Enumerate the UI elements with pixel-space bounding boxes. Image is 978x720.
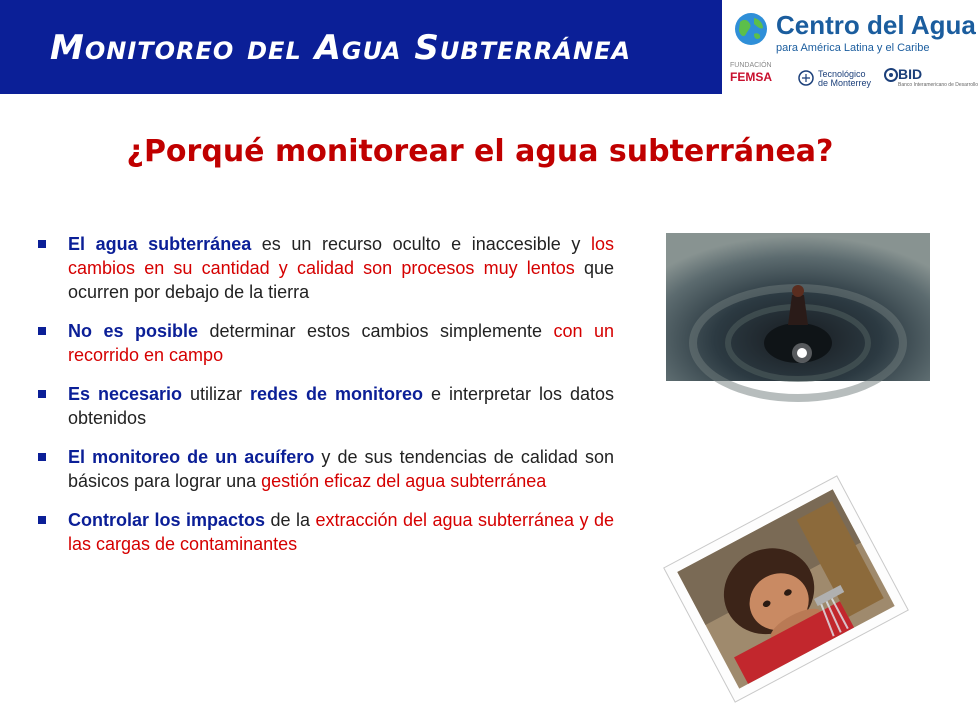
bullet-text-segment: Controlar los impactos (68, 510, 265, 530)
bullet-text-segment: de la (264, 510, 316, 530)
bullet-item (38, 232, 614, 304)
bullet-text-segment: utilizar (182, 384, 251, 404)
bullet-item (38, 508, 614, 556)
tec-line1: Tecnológico (818, 69, 866, 79)
bullet-text-segment: El agua subterránea (68, 234, 252, 254)
bullet-item (38, 319, 614, 367)
question-heading: ¿Porqué monitorear el agua subterránea? (126, 134, 834, 169)
femsa-logo: FEMSA (730, 70, 772, 84)
bullet-text-segment: con un recorrido en campo (68, 321, 615, 365)
bullet-text-segment: redes de monitoreo (250, 384, 423, 404)
bullet-text-segment: y de las cargas de contaminantes (68, 510, 614, 554)
well-photo (666, 233, 930, 381)
femsa-top-label: FUNDACIÓN (730, 62, 772, 69)
bullet-text-segment: No es posible (68, 321, 198, 341)
bullet-item (38, 445, 614, 493)
tec-line2: de Monterrey (818, 78, 872, 88)
bullet-text-segment: gestión eficaz del agua subterránea (261, 471, 547, 491)
bullet-square-icon (38, 327, 46, 335)
page-title: Monitoreo del Agua Subterránea (50, 28, 632, 68)
bullet-text-segment: e interpretar los datos obtenidos (68, 384, 614, 428)
bullet-square-icon (38, 516, 46, 524)
globe-icon (734, 12, 768, 46)
bullet-text-segment: El monitoreo de un acuífero (68, 447, 315, 467)
bullet-square-icon (38, 453, 46, 461)
bullet-square-icon (38, 240, 46, 248)
bullet-text-segment: Es necesario (68, 384, 183, 404)
logo-name: Centro del Agua (776, 10, 976, 40)
bullet-text-segment: los cambios en su cantidad y calidad son procesos muy lentos (68, 234, 614, 278)
tec-logo-icon (798, 70, 814, 86)
bullet-list (38, 232, 614, 571)
bid-logo: BID (898, 66, 923, 82)
bid-logo-icon (884, 68, 898, 82)
bid-subtitle: Banco Interamericano de Desarrollo (898, 82, 978, 88)
logo-subtitle: para América Latina y el Caribe (776, 42, 930, 54)
child-drinking-photo (668, 478, 904, 700)
bullet-item (38, 382, 614, 430)
bullet-text-segment: que ocurren por debajo de la tierra (68, 258, 614, 302)
bullet-text-segment: determinar estos cambios simplemente (197, 321, 554, 341)
bullet-square-icon (38, 390, 46, 398)
bullet-text-segment: extracción del agua subterránea (315, 510, 575, 530)
bullet-text-segment: es un recurso oculto e inaccesible y (251, 234, 591, 254)
header-banner (0, 0, 722, 94)
bullet-text-segment: y de sus tendencias de calidad son básicos para lograr una (68, 447, 614, 491)
tec-logo (818, 70, 871, 88)
